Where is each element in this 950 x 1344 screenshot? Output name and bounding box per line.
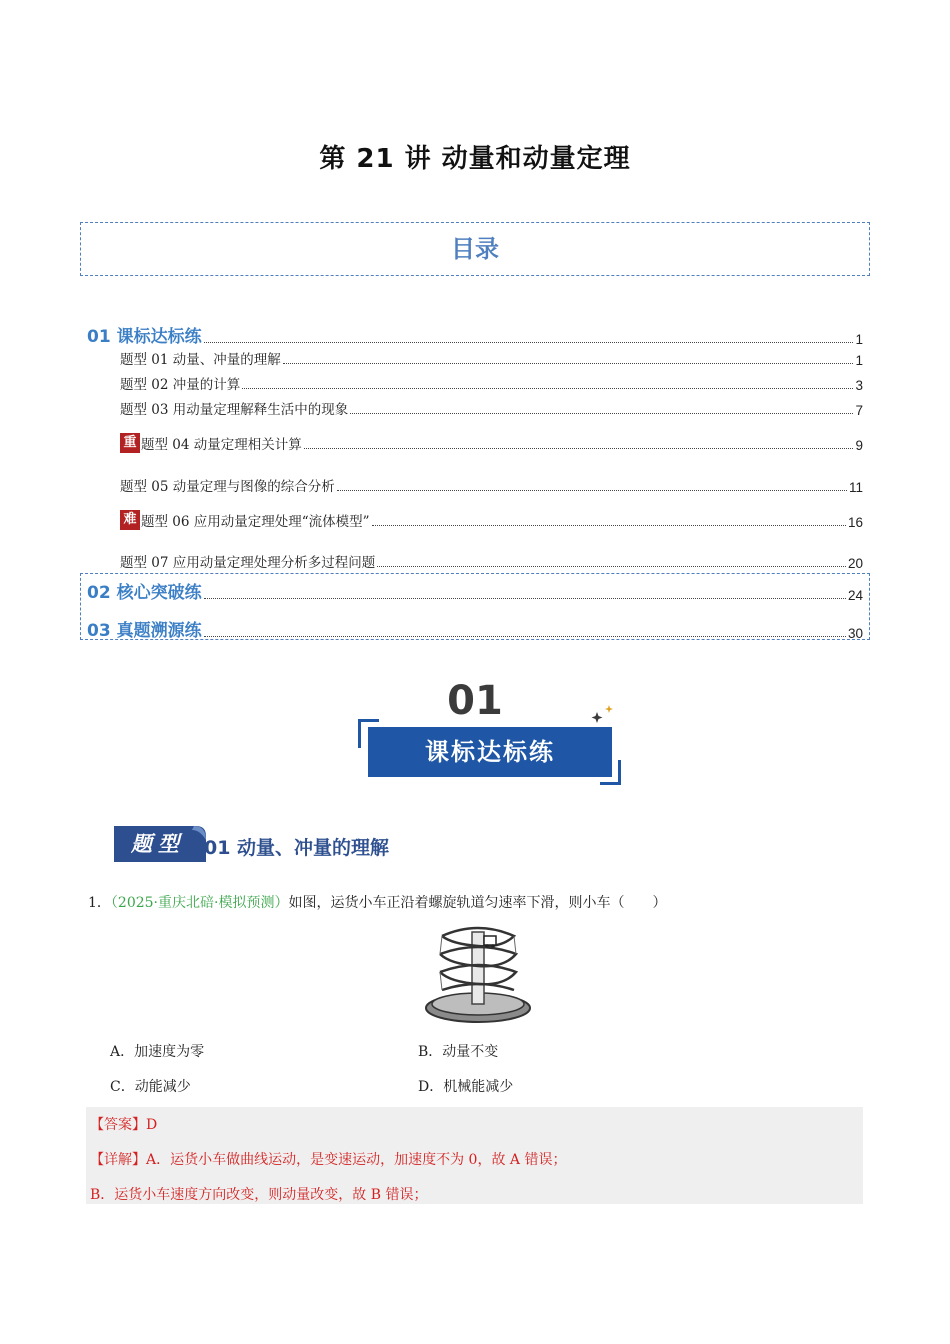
question-number: 1．: [88, 895, 111, 911]
option-b: B．动量不变: [418, 1044, 499, 1060]
toc-header-box: [80, 222, 870, 276]
toc-leader-dots: [372, 525, 846, 526]
option-d: D．机械能减少: [418, 1079, 514, 1095]
toc-item-page: 1: [855, 332, 863, 347]
question-source: （2025·重庆北碚·模拟预测）: [110, 895, 289, 911]
toc-item-label: 题型 04 动量定理相关计算: [141, 437, 302, 453]
type-badge-label: 题型: [131, 831, 185, 856]
toc-item-label: 03 真题溯源练: [87, 621, 202, 641]
toc-item-label: 题型 01 动量、冲量的理解: [120, 352, 281, 368]
toc-leader-dots: [377, 566, 846, 567]
toc-item-page: 1: [855, 353, 863, 368]
option-c: C．动能减少: [110, 1079, 191, 1095]
toc-item-page: 7: [855, 403, 863, 418]
toc-leader-dots: [304, 448, 854, 449]
toc-item-page: 16: [847, 515, 863, 530]
section-banner: [368, 727, 612, 777]
key-badge: 重: [120, 433, 140, 453]
toc-item-label: 题型 06 应用动量定理处理“流体模型”: [141, 514, 370, 530]
toc-leader-dots: [283, 363, 854, 364]
toc-leader-dots: [204, 342, 854, 343]
toc-item-page: 30: [847, 626, 863, 641]
toc-item-type-04[interactable]: [120, 433, 863, 453]
toc-item-page: 20: [847, 556, 863, 571]
toc-item-type-01[interactable]: [120, 348, 863, 368]
toc-item-label: 题型 02 冲量的计算: [120, 377, 241, 393]
page-title: 第 21 讲 动量和动量定理: [319, 144, 631, 174]
toc-item-page: 3: [855, 378, 863, 393]
toc-leader-dots: [204, 636, 846, 637]
section-number: 01: [447, 678, 503, 724]
spiral-track-figure: [418, 922, 536, 1026]
toc-item-type-02[interactable]: [120, 373, 863, 393]
toc-leader-dots: [350, 413, 853, 414]
hard-badge: 难: [120, 510, 140, 530]
toc-item-page: 24: [847, 588, 863, 603]
section-title: 课标达标练: [425, 738, 555, 766]
toc-heading: 目录: [451, 235, 499, 263]
option-a: A．加速度为零: [110, 1044, 205, 1060]
sparkle-icon: [590, 704, 616, 726]
question-text: 如图，运货小车正沿着螺旋轨道匀速率下滑，则小车（ ）: [288, 895, 667, 911]
toc-item-label: 题型 05 动量定理与图像的综合分析: [120, 479, 335, 495]
toc-item-label: 题型 07 应用动量定理处理分析多过程问题: [120, 555, 376, 571]
toc-item-page: 9: [855, 438, 863, 453]
toc-item-label: 02 核心突破练: [87, 583, 202, 603]
toc-item-type-07[interactable]: [120, 551, 863, 571]
toc-item-type-05[interactable]: [120, 475, 863, 495]
toc-leader-dots: [204, 598, 846, 599]
toc-item-section-02[interactable]: [87, 578, 863, 603]
toc-item-type-03[interactable]: [120, 398, 863, 418]
explanation-line-2: B．运货小车速度方向改变，则动量改变，故 B 错误；: [90, 1187, 428, 1203]
question-1: [88, 892, 666, 912]
toc-item-label: 题型 03 用动量定理解释生活中的现象: [120, 402, 349, 418]
answer-line: 【答案】D: [90, 1117, 158, 1133]
toc-item-section-03[interactable]: [87, 616, 863, 641]
toc-item-label: 01 课标达标练: [87, 327, 202, 347]
toc-leader-dots: [242, 388, 853, 389]
explanation-line-1: 【详解】A．运货小车做曲线运动，是变速运动，加速度不为 0，故 A 错误；: [90, 1152, 567, 1168]
toc-leader-dots: [337, 490, 847, 491]
toc-item-section-01[interactable]: [87, 322, 863, 347]
toc-item-type-06[interactable]: [120, 510, 863, 530]
type-heading-title: 01 动量、冲量的理解: [204, 837, 390, 859]
toc-item-page: 11: [848, 480, 863, 495]
